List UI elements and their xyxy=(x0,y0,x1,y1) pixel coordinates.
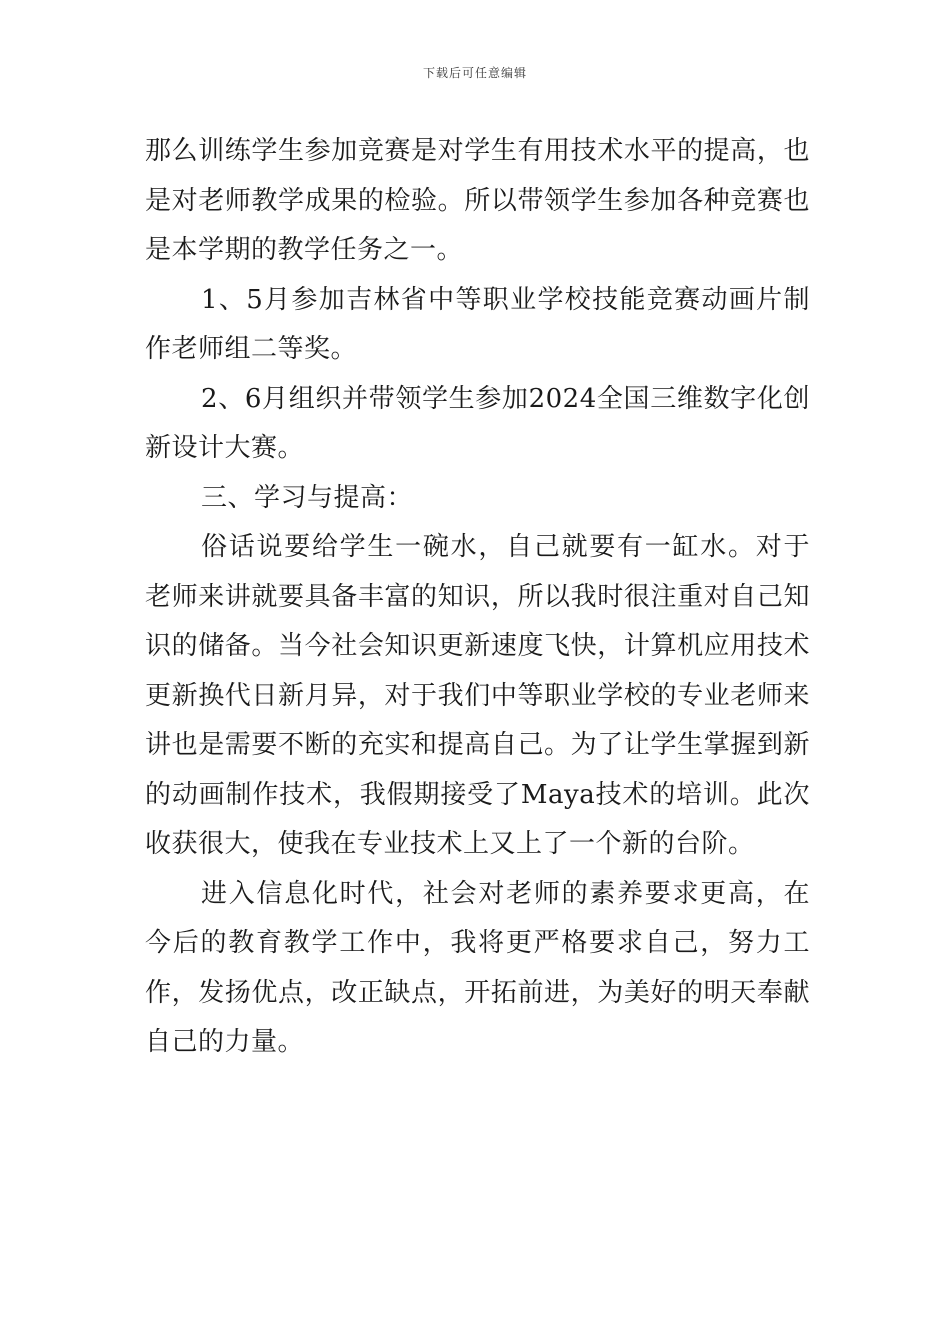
paragraph-award-2: 2、6月组织并带领学生参加2024全国三维数字化创新设计大赛。 xyxy=(145,383,810,463)
paragraph-study: 俗话说要给学生一碗水，自己就要有一缸水。对于老师来讲就要具备丰富的知识，所以我时很注重对自己知识的储备。当今社会知识更新速度飞快，计算机应用技术更新换代日新月异，对于我们中等职业学校的专业老师来讲也是需要不断的充实和提高自己。为了让学生掌握到新的动画制作技术，我假期接受了Maya技术的培训。此次收获很大，使我在专业技术上又上了一个新的台阶。 xyxy=(145,532,810,859)
document-body xyxy=(145,127,810,1068)
paragraph-award-1: 1、5月参加吉林省中等职业学校技能竞赛动画片制作老师组二等奖。 xyxy=(145,284,810,364)
section-heading-study: 三、学习与提高： xyxy=(201,482,414,513)
page-header-note: 下载后可任意编辑 xyxy=(422,66,527,80)
paragraph-conclusion: 进入信息化时代，社会对老师的素养要求更高，在今后的教育教学工作中，我将更严格要求自己，努力工作，发扬优点，改正缺点，开拓前进，为美好的明天奉献自己的力量。 xyxy=(145,878,810,1057)
paragraph-competition-intro: 那么训练学生参加竞赛是对学生有用技术水平的提高，也是对老师教学成果的检验。所以带领学生参加各种竞赛也是本学期的教学任务之一。 xyxy=(145,136,810,265)
